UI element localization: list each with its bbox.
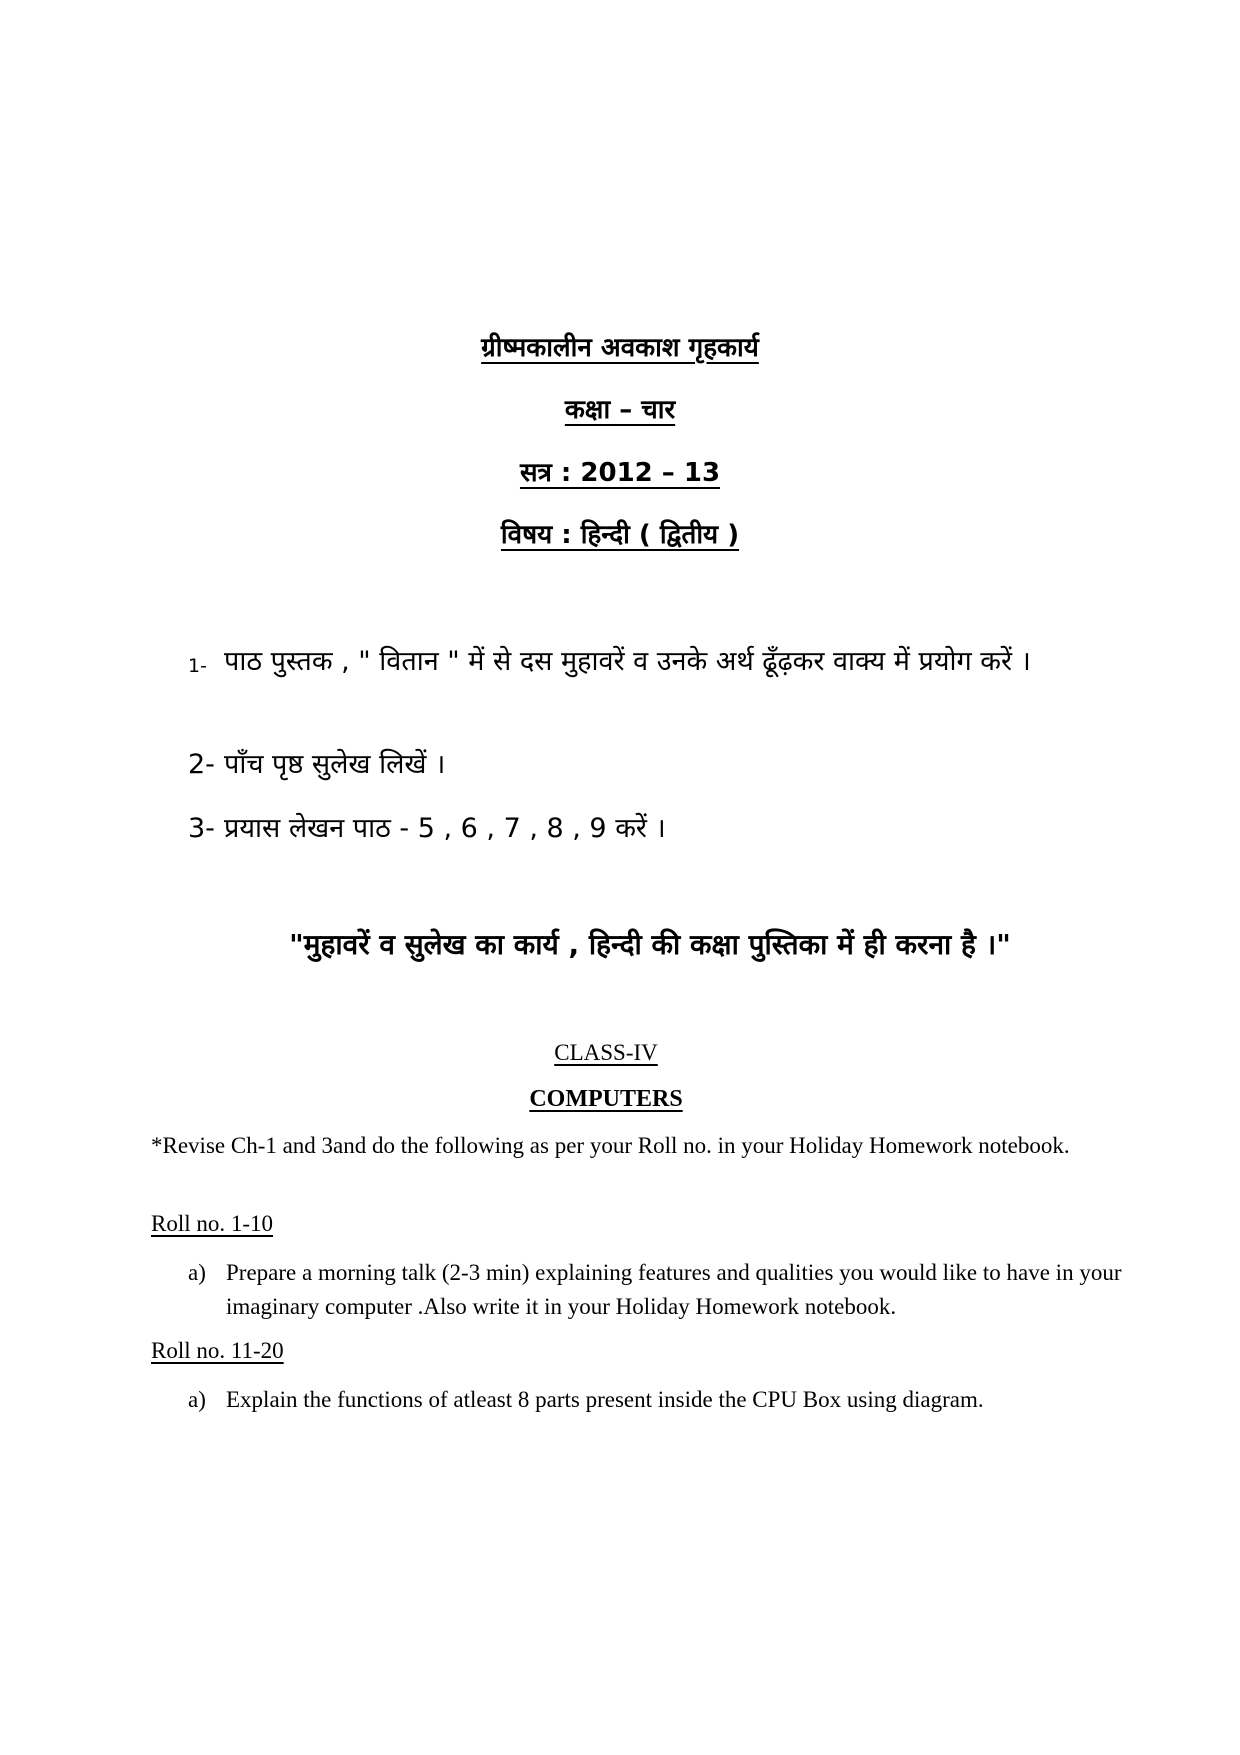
roll-group-heading: Roll no. 11-20 [151,1338,284,1363]
item-text: Prepare a morning talk (2-3 min) explaining features and qualities you would like to have in your imaginary computer .Also write it in your Holiday Homework notebook. [226,1260,1122,1319]
item-marker: a) [188,1387,206,1412]
hindi-task-1 [188,637,1088,687]
hindi-session-text: सत्र : 2012 – 13 [519,458,721,488]
hindi-class-heading [0,390,1240,426]
subject-heading [0,1086,1212,1113]
hindi-session-heading [0,453,1240,489]
roll-group-heading: Roll no. 1-10 [151,1211,274,1236]
roll-group-item [188,1383,1128,1417]
hindi-task-text: पाठ पुस्तक , " वितान " में से दस मुहावरें व उनके अर्थ ढूँढ़कर वाक्य में प्रयोग करें । [224,646,1031,677]
hindi-task-text: प्रयास लेखन पाठ - 5 , 6 , 7 , 8 , 9 करें । [224,813,666,844]
hindi-task-2 [188,740,1088,790]
hindi-task-text: पाँच पृष्ठ सुलेख लिखें । [224,749,446,780]
item-marker: a) [188,1260,206,1285]
hindi-task-number: 2- [188,749,215,780]
subject-heading-text: COMPUTERS [529,1086,683,1112]
item-text: Explain the functions of atleast 8 parts present inside the CPU Box using diagram. [226,1387,984,1412]
hindi-task-number: 3- [188,813,215,844]
hindi-subject-text: विषय : हिन्दी ( द्वितीय ) [500,520,740,550]
hindi-title [0,328,1240,364]
hindi-subject-heading [0,515,1240,551]
hindi-task-3 [188,804,1088,854]
class-label [0,1040,1212,1066]
hindi-class-text: कक्षा – चार [564,395,676,425]
class-label-text: CLASS-IV [554,1040,658,1065]
roll-group-item [188,1256,1128,1324]
hindi-title-text: ग्रीष्मकालीन अवकाश गृहकार्य [481,333,759,363]
instruction-paragraph: *Revise Ch-1 and 3and do the following as per your Roll no. in your Holiday Homework notebook. [151,1133,1070,1158]
hindi-task-number: 1- [188,655,207,677]
hindi-note: "मुहावरें व सुलेख का कार्य , हिन्दी की कक्षा पुस्तिका में ही करना है ।" [289,928,1011,961]
